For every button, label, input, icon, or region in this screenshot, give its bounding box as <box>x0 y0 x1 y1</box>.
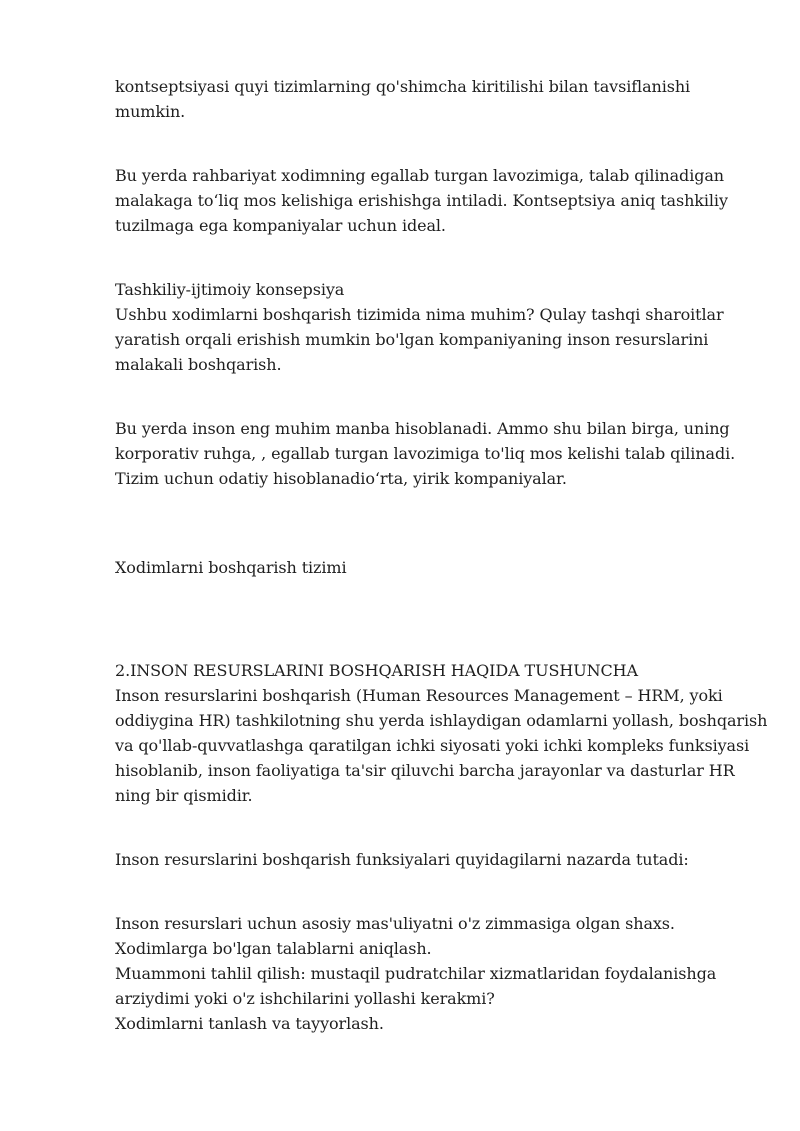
paragraph-hrm-definition <box>115 658 768 808</box>
document-page <box>115 74 768 1036</box>
list-item: Xodimlarga bo'lgan talablarni aniqlash. <box>115 939 432 958</box>
text-line: kontseptsiyasi quyi tizimlarning qo'shimcha kiritilishi bilan tavsiflanishi <box>115 77 691 96</box>
text-line: Inson resurslarini boshqarish funksiyalari quyidagilarni nazarda tutadi: <box>115 850 689 869</box>
text-line: Bu yerda inson eng muhim manba hisoblanadi. Ammo shu bilan birga, uning <box>115 419 730 438</box>
paragraph-management-position <box>115 163 755 238</box>
list-item: Xodimlarni tanlash va tayyorlash. <box>115 1014 384 1033</box>
text-line: oddiygina HR) tashkilotning shu yerda ishlaydigan odamlarni yollash, boshqarish <box>115 711 768 730</box>
paragraph-hrm-functions-intro <box>115 847 755 872</box>
section-heading: Tashkiliy-ijtimoiy konsepsiya <box>115 280 345 299</box>
text-line: ning bir qismidir. <box>115 786 253 805</box>
text-line: tuzilmaga ega kompaniyalar uchun ideal. <box>115 216 446 235</box>
paragraph-concept-subsystems <box>115 74 755 124</box>
text-line: va qo'llab-quvvatlashga qaratilgan ichki siyosati yoki ichki kompleks funksiyasi <box>115 736 750 755</box>
text-line: yaratish orqali erishish mumkin bo'lgan kompaniyaning inson resurslarini <box>115 330 709 349</box>
paragraph-human-resource <box>115 416 755 491</box>
text-line: malakali boshqarish. <box>115 355 282 374</box>
text-line: Ushbu xodimlarni boshqarish tizimida nima muhim? Qulay tashqi sharoitlar <box>115 305 724 324</box>
chapter-heading: 2.INSON RESURSLARINI BOSHQARISH HAQIDA TUSHUNCHA <box>115 661 638 680</box>
text-line: hisoblanib, inson faoliyatiga ta'sir qiluvchi barcha jarayonlar va dasturlar HR <box>115 761 735 780</box>
paragraph-hr-system-title <box>115 555 755 580</box>
text-line: mumkin. <box>115 102 186 121</box>
list-item: Inson resurslari uchun asosiy mas'uliyatni o'z zimmasiga olgan shaxs. <box>115 914 675 933</box>
text-line: Bu yerda rahbariyat xodimning egallab turgan lavozimiga, talab qilinadigan <box>115 166 725 185</box>
section-heading: Xodimlarni boshqarish tizimi <box>115 558 347 577</box>
list-item: Muammoni tahlil qilish: mustaqil pudratchilar xizmatlaridan foydalanishga <box>115 964 717 983</box>
paragraph-hrm-functions-list <box>115 911 755 1036</box>
text-line: Tizim uchun odatiy hisoblanadio‘rta, yirik kompaniyalar. <box>115 469 567 488</box>
list-item-continuation: arziydimi yoki o'z ishchilarini yollashi kerakmi? <box>115 989 495 1008</box>
text-line: Inson resurslarini boshqarish (Human Resources Management – HRM, yoki <box>115 686 723 705</box>
text-line: malakaga to‘liq mos kelishiga erishishga intiladi. Kontseptsiya aniq tashkiliy <box>115 191 728 210</box>
text-line: korporativ ruhga, , egallab turgan lavozimiga to'liq mos kelishi talab qilinadi. <box>115 444 736 463</box>
paragraph-organizational-social-concept <box>115 277 755 377</box>
